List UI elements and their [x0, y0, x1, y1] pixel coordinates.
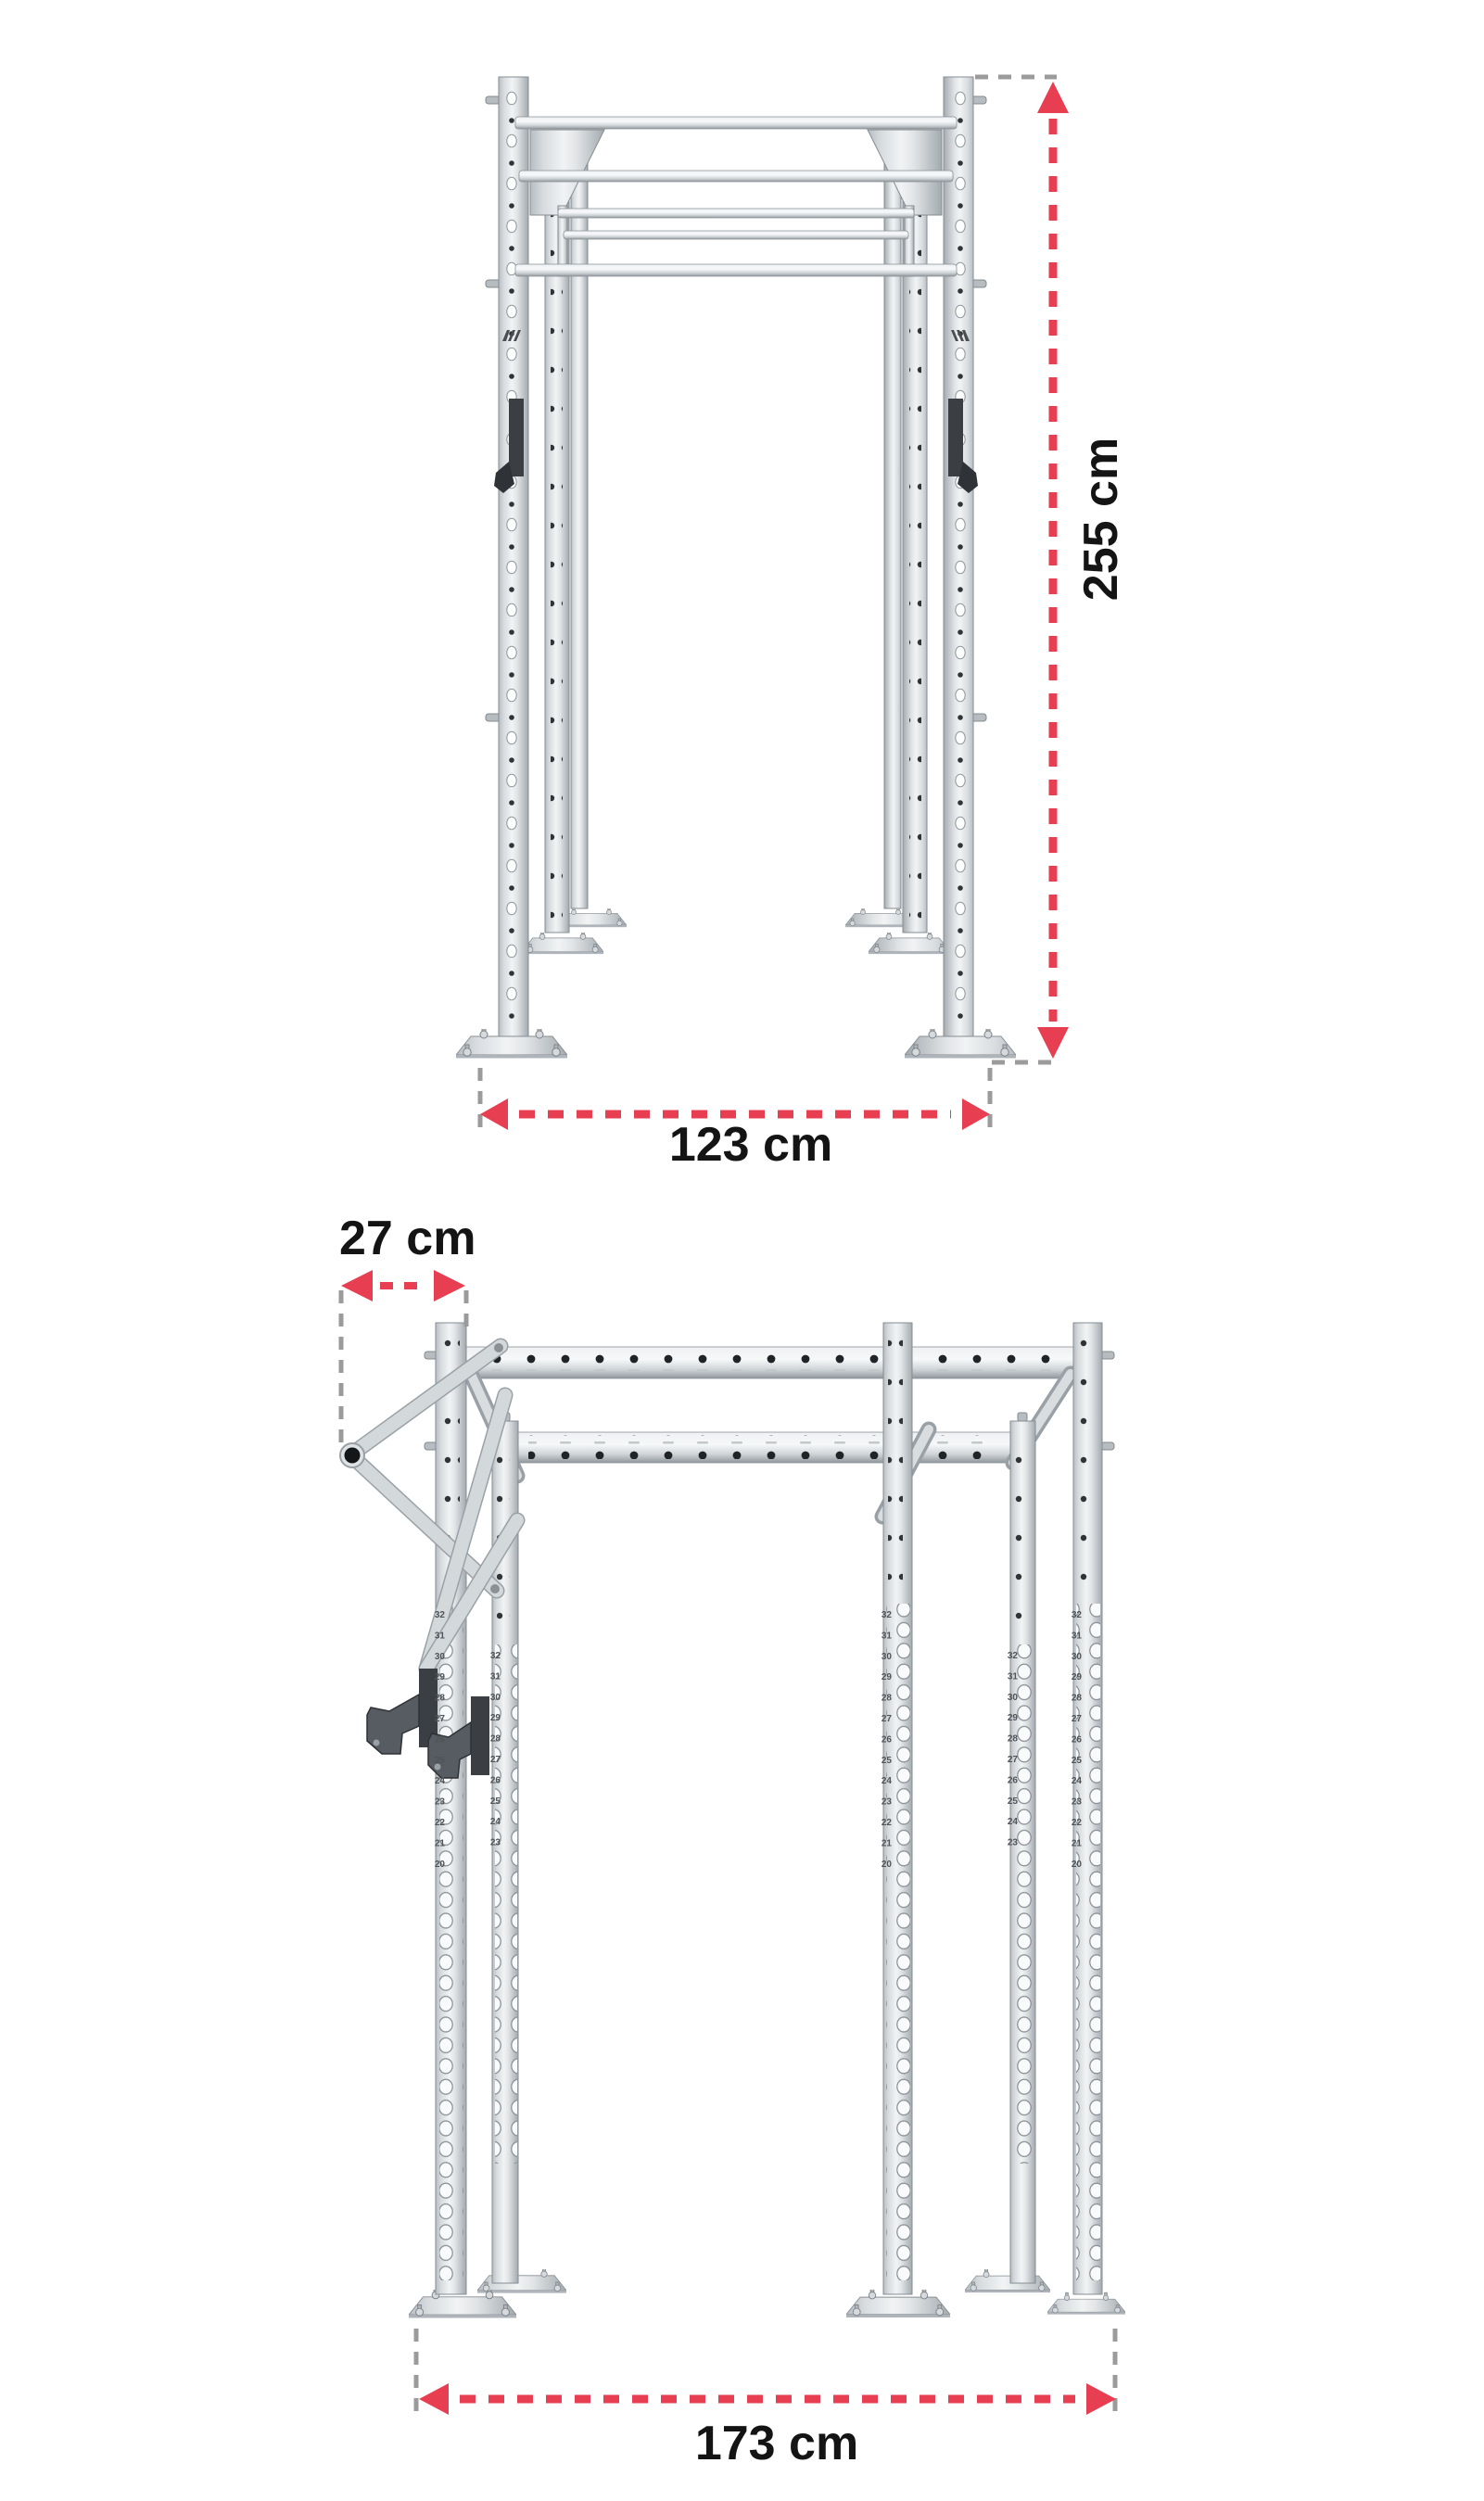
svg-text:29: 29: [434, 1672, 445, 1683]
side-j-hooks: [367, 1669, 489, 1778]
arrow-right-icon: [434, 1270, 465, 1301]
svg-text:22: 22: [881, 1818, 892, 1828]
arrow-right-icon: [1086, 2383, 1116, 2415]
svg-text:31: 31: [489, 1671, 501, 1682]
svg-text:29: 29: [489, 1713, 501, 1724]
arrow-left-icon: [341, 1270, 373, 1301]
svg-text:25: 25: [434, 1755, 445, 1766]
svg-text:28: 28: [1071, 1693, 1082, 1704]
arrow-up-icon: [1037, 82, 1069, 113]
svg-text:26: 26: [489, 1775, 501, 1786]
svg-text:23: 23: [489, 1837, 501, 1848]
svg-text:32: 32: [1071, 1610, 1082, 1620]
svg-text:25: 25: [881, 1755, 892, 1766]
svg-text:28: 28: [1007, 1733, 1018, 1745]
svg-text:23: 23: [881, 1796, 892, 1808]
svg-text:20: 20: [881, 1859, 892, 1870]
svg-text:32: 32: [434, 1610, 445, 1620]
svg-text:32: 32: [1007, 1651, 1018, 1661]
side-view-diagram: [339, 1212, 1125, 2470]
side-folddepth-label: 27 cm: [339, 1212, 476, 1265]
svg-text:25: 25: [1007, 1796, 1018, 1807]
svg-text:22: 22: [1071, 1818, 1082, 1828]
svg-text:20: 20: [434, 1859, 445, 1870]
front-height-label: 255 cm: [1074, 437, 1128, 602]
pullup-bar-2: [519, 171, 953, 182]
arrow-down-icon: [1037, 1027, 1069, 1059]
front-height-dimension: [975, 77, 1128, 1062]
svg-text:25: 25: [489, 1796, 501, 1807]
svg-text:30: 30: [489, 1692, 501, 1703]
svg-text:24: 24: [434, 1776, 445, 1787]
svg-text:23: 23: [1007, 1837, 1018, 1848]
svg-text:30: 30: [1071, 1651, 1082, 1662]
front-width-dimension: [480, 1068, 990, 1172]
pullup-bar-top: [515, 117, 957, 129]
front-view-diagram: [456, 77, 1128, 1172]
side-length-dimension: [416, 2329, 1116, 2470]
svg-text:28: 28: [881, 1693, 892, 1704]
svg-text:32: 32: [881, 1610, 892, 1620]
svg-text:31: 31: [1071, 1631, 1082, 1642]
arrow-left-icon: [419, 2383, 449, 2415]
svg-text:21: 21: [434, 1838, 445, 1849]
svg-text:29: 29: [881, 1672, 892, 1683]
svg-text:27: 27: [1071, 1714, 1082, 1724]
arrow-right-icon: [962, 1098, 990, 1130]
front-right-upright-assembly: [845, 77, 1016, 1059]
svg-text:24: 24: [489, 1817, 501, 1828]
svg-text:31: 31: [881, 1631, 892, 1642]
svg-text:28: 28: [434, 1693, 445, 1704]
svg-text:20: 20: [1071, 1859, 1082, 1870]
svg-text:30: 30: [434, 1651, 445, 1662]
pullup-bar-3: [558, 209, 914, 218]
front-width-label: 123 cm: [668, 1118, 833, 1172]
front-inner-upright-rear: [571, 146, 588, 908]
svg-text:22: 22: [434, 1818, 445, 1828]
svg-text:31: 31: [434, 1631, 445, 1642]
pullup-bar-4: [564, 231, 908, 239]
svg-text:21: 21: [881, 1838, 892, 1849]
folding-arm-assembly: [340, 1343, 517, 1669]
svg-text:24: 24: [1007, 1817, 1018, 1828]
svg-text:26: 26: [881, 1734, 892, 1746]
svg-text:23: 23: [1071, 1796, 1082, 1808]
svg-text:24: 24: [1071, 1776, 1082, 1787]
svg-text:29: 29: [1007, 1713, 1018, 1724]
svg-text:26: 26: [434, 1734, 445, 1746]
svg-text:27: 27: [1007, 1755, 1018, 1765]
svg-text:23: 23: [434, 1796, 445, 1808]
pivot-hole: [345, 1448, 361, 1464]
svg-text:21: 21: [1071, 1838, 1082, 1849]
svg-text:24: 24: [881, 1776, 892, 1787]
front-left-upright-assembly: [456, 77, 627, 1059]
svg-text:31: 31: [1007, 1671, 1018, 1682]
svg-text:27: 27: [881, 1714, 892, 1724]
j-hook: [509, 399, 524, 476]
svg-text:27: 27: [489, 1755, 501, 1765]
side-length-label: 173 cm: [694, 2417, 859, 2470]
svg-text:29: 29: [1071, 1672, 1082, 1683]
svg-text:25: 25: [1071, 1755, 1082, 1766]
svg-text:30: 30: [881, 1651, 892, 1662]
svg-text:26: 26: [1007, 1775, 1018, 1786]
pullup-bar-5: [515, 264, 957, 276]
arrow-left-icon: [480, 1098, 508, 1130]
svg-text:27: 27: [434, 1714, 445, 1724]
svg-text:30: 30: [1007, 1692, 1018, 1703]
svg-text:28: 28: [489, 1733, 501, 1745]
svg-text:32: 32: [489, 1651, 501, 1661]
svg-text:26: 26: [1071, 1734, 1082, 1746]
